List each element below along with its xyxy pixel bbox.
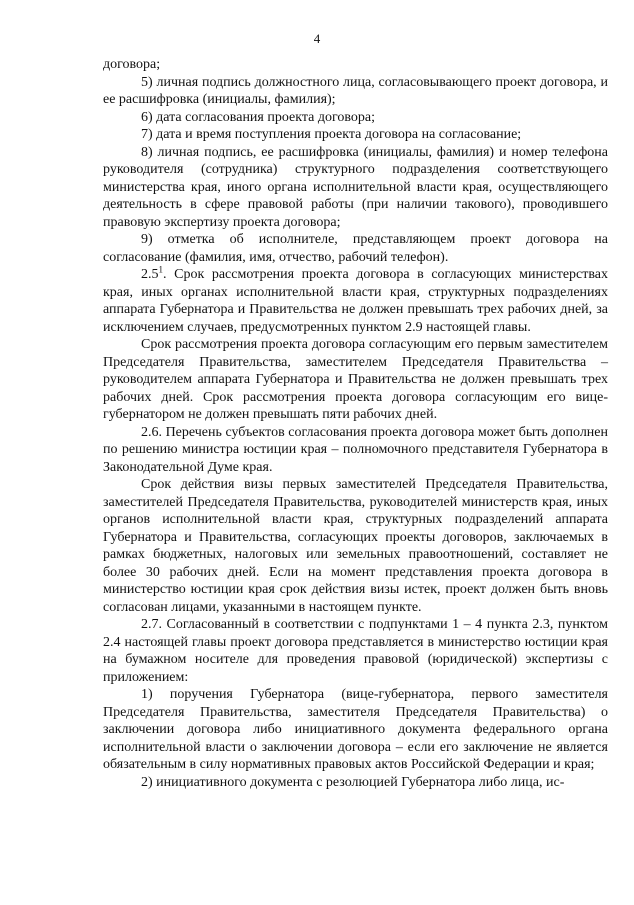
clause-2-6: 2.6. Перечень субъектов согласования проекта договора может быть дополнен по решению министра юстиции края – полномочного представителя Губернатора в Законодательной Думе края. <box>103 424 608 475</box>
list-item-7: 7) дата и время поступления проекта договора на согласование; <box>141 127 522 142</box>
list-item-8: 8) личная подпись, ее расшифровка (инициалы, фамилия) и номер телефона руководителя (сотрудника) структурного подразделения соответствующего министерства края, иного органа исполнительной власти края, осуществляющего деятельность в сфере правовой работы (при наличии такового), проводившего правовую экспертизу проекта договора; <box>103 144 608 230</box>
list-item-9: 9) отметка об исполнителе, представляющем проект договора на согласование (фамилия, имя, отчество, рабочий телефон). <box>103 232 608 265</box>
list-item-5: 5) личная подпись должностного лица, согласовывающего проект договора, и ее расшифровка (инициалы, фамилия); <box>103 74 608 107</box>
paragraph-continuation: договора; <box>103 57 161 72</box>
clause-number: 2.5 <box>141 267 159 282</box>
clause-2-7: 2.7. Согласованный в соответствии с подпунктами 1 – 4 пункта 2.3, пунктом 2.4 настоящей главы проект договора представляется в министерство юстиции края на бумажном носителе для проведения правовой (юридической) экспертизы с приложением: <box>103 617 608 685</box>
clause-text: . Срок рассмотрения проекта договора в согласующих министерствах края, иных органах исполнительной власти края, структурных подразделениях аппарата Губернатора и Правительства не должен превышать трех рабочих дней, за исключением случаев, предусмотренных пунктом 2.9 настоящей главы. <box>103 267 608 335</box>
clause-2-5 <box>103 266 608 336</box>
page-number: 4 <box>313 31 321 46</box>
clause-superscript: 1 <box>158 264 163 275</box>
clause-2-5-second-paragraph: Срок рассмотрения проекта договора согласующим его первым заместителем Председателя Правительства, заместителем Председателя Правительства – руководителем аппарата Губернатора и Правительства не должен превышать трех рабочих дней. Срок рассмотрения проекта договора согласующим его вице-губернатором не должен превышать пяти рабочих дней. <box>103 337 608 422</box>
clause-2-7-item-2: 2) инициативного документа с резолюцией Губернатора либо лица, ис- <box>141 774 565 790</box>
clause-2-6-second-paragraph: Срок действия визы первых заместителей Председателя Правительства, заместителей Председателя Правительства, руководителей министерств края, иных органов исполнительной власти края, структурных подразделений аппарата Губернатора и Правительства, согласующих проекты договоров, заключаемых в рамках бюджетных, налоговых или земельных правоотношений, составляет не более 30 рабочих дней. Если на момент представления проекта договора в министерство юстиции края срок действия визы истек, проект должен быть вновь согласован лицами, указанными в настоящем пункте. <box>103 477 608 615</box>
document-body <box>103 56 608 791</box>
clause-2-7-item-1: 1) поручения Губернатора (вице-губернатора, первого заместителя Председателя Правительства, заместителя Председателя Правительства) о заключении договора либо инициативного документа федерального органа исполнительной власти о заключении договора – если его заключение не является обязательным в силу нормативных правовых актов Российской Федерации и края; <box>103 687 608 772</box>
list-item-6: 6) дата согласования проекта договора; <box>141 109 375 125</box>
